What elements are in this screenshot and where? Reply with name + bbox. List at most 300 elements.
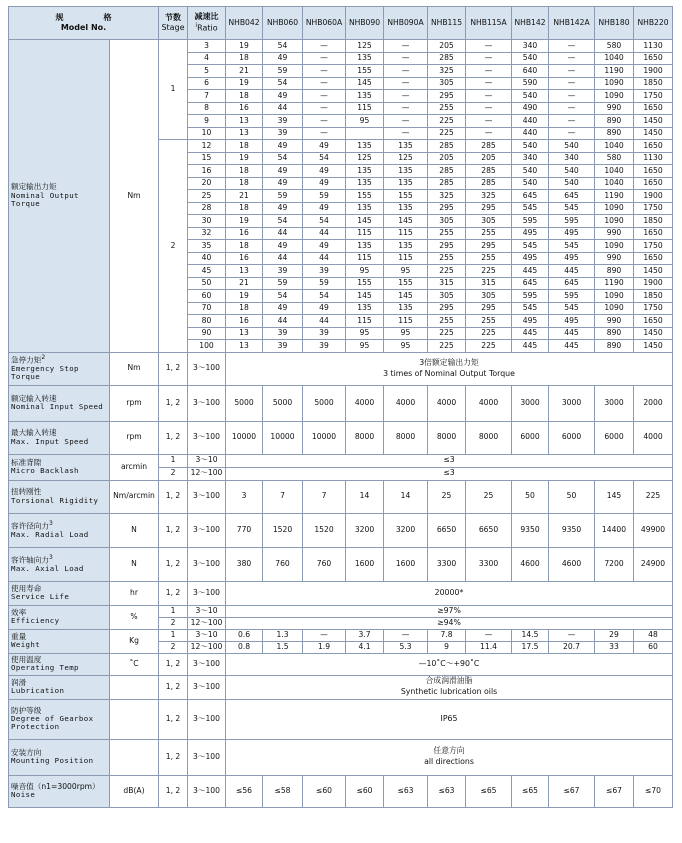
max_speed-value: 10000 — [303, 421, 346, 454]
torque-value: — — [466, 52, 512, 65]
nominal_speed-label — [9, 385, 110, 421]
rigidity-value: 14 — [346, 480, 384, 513]
torque-value: — — [549, 102, 595, 115]
torque-value: 54 — [303, 152, 346, 165]
torque-value: 155 — [346, 65, 384, 78]
torque-value: 135 — [346, 177, 384, 190]
torque-value: 18 — [226, 165, 263, 178]
torque-value: 1650 — [634, 102, 673, 115]
noise-value: ≤65 — [512, 775, 549, 807]
protection-label — [9, 699, 110, 739]
torque-value: 255 — [466, 227, 512, 240]
torque-value: 135 — [384, 177, 428, 190]
ratio-cell: 6 — [188, 77, 226, 90]
torque-value: 890 — [595, 265, 634, 278]
weight-value: 17.5 — [512, 641, 549, 653]
max_speed-value: 8000 — [384, 421, 428, 454]
torque-value: 39 — [263, 327, 303, 340]
torque-value: 1900 — [634, 65, 673, 78]
torque-value: 225 — [428, 127, 466, 140]
ratio-cell: 3～10 — [188, 629, 226, 641]
stage-cell: 1, 2 — [159, 775, 188, 807]
rigidity-value: 50 — [549, 480, 595, 513]
weight-label-zh: 重量 — [11, 631, 27, 641]
torque-value: 135 — [346, 90, 384, 103]
torque-value: 44 — [263, 315, 303, 328]
nominal_speed-value: 4000 — [384, 385, 428, 421]
stage-cell: 1 — [159, 40, 188, 140]
stage-cell: 1, 2 — [159, 513, 188, 547]
torque-value: — — [466, 77, 512, 90]
torque-value: 19 — [226, 290, 263, 303]
torque-value: 225 — [428, 115, 466, 128]
emergency-value-merged_en: 3 times of Nominal Output Torque — [383, 368, 515, 378]
torque-value: 1190 — [595, 65, 634, 78]
stage-cell: 1, 2 — [159, 421, 188, 454]
torque-value: 1090 — [595, 90, 634, 103]
torque-value: 285 — [428, 165, 466, 178]
torque-value: 305 — [466, 215, 512, 228]
weight-label-en: Weight — [11, 640, 41, 650]
torque-value: 990 — [595, 102, 634, 115]
torque-value: 225 — [466, 327, 512, 340]
ratio-cell: 3～10 — [188, 605, 226, 617]
torque-value: 255 — [466, 315, 512, 328]
mounting-row — [9, 739, 673, 775]
torque-value: 495 — [549, 252, 595, 265]
torque-value: 1650 — [634, 227, 673, 240]
ratio-cell: 3 — [188, 40, 226, 53]
torque-value: — — [303, 127, 346, 140]
torque-value: 440 — [512, 127, 549, 140]
torque-value: 890 — [595, 327, 634, 340]
nominal_speed-label-zh: 额定输入转速 — [11, 393, 57, 403]
torque-value: 295 — [428, 202, 466, 215]
torque-value: 49 — [303, 302, 346, 315]
ratio-cell: 12 — [188, 140, 226, 153]
torque-value: 16 — [226, 315, 263, 328]
torque-value: 255 — [428, 252, 466, 265]
torque-value: — — [384, 90, 428, 103]
torque-value: 440 — [512, 115, 549, 128]
torque-value: 44 — [263, 252, 303, 265]
rigidity-row — [9, 480, 673, 513]
torque-value: 95 — [384, 327, 428, 340]
torque-value: 49 — [263, 165, 303, 178]
noise-value: ≤63 — [428, 775, 466, 807]
torque-value: 590 — [512, 77, 549, 90]
axial-value: 4600 — [549, 547, 595, 581]
ratio-cell: 3～100 — [188, 352, 226, 385]
torque-value: 135 — [346, 202, 384, 215]
axial-value: 7200 — [595, 547, 634, 581]
ratio-cell: 3～100 — [188, 547, 226, 581]
ratio-cell: 3～100 — [188, 775, 226, 807]
torque-value: 13 — [226, 265, 263, 278]
emergency-value-merged_zh: 3倍额定输出力矩 — [419, 357, 479, 367]
noise-value: ≤67 — [595, 775, 634, 807]
torque-value: 44 — [303, 227, 346, 240]
max_speed-value: 8000 — [466, 421, 512, 454]
torque-unit: Nm — [110, 40, 159, 353]
torque-value: 44 — [263, 227, 303, 240]
torque-value: 495 — [512, 227, 549, 240]
torque-value: 44 — [263, 102, 303, 115]
torque-value: 16 — [226, 102, 263, 115]
axial-row — [9, 547, 673, 581]
torque-value: 445 — [512, 265, 549, 278]
torque-value: 145 — [384, 290, 428, 303]
torque-value: 445 — [512, 340, 549, 353]
max_speed-value: 6000 — [595, 421, 634, 454]
torque-value: 18 — [226, 202, 263, 215]
torque-value: 19 — [226, 215, 263, 228]
lubrication-label — [9, 675, 110, 699]
torque-value: — — [384, 115, 428, 128]
torque-value: 595 — [512, 290, 549, 303]
protection-label-zh: 防护等级 — [11, 705, 42, 715]
torque-value: 95 — [384, 340, 428, 353]
torque-value: 1750 — [634, 90, 673, 103]
torque-value: 19 — [226, 40, 263, 53]
torque-value: 59 — [263, 65, 303, 78]
torque-value: 645 — [549, 190, 595, 203]
torque-value: 18 — [226, 240, 263, 253]
ratio-cell: 25 — [188, 190, 226, 203]
torque-value: 1090 — [595, 240, 634, 253]
torque-value: 135 — [346, 140, 384, 153]
torque-value: — — [549, 127, 595, 140]
torque-value: 59 — [303, 277, 346, 290]
torque-value: 95 — [384, 265, 428, 278]
torque-value: 285 — [428, 52, 466, 65]
model-header: NHB180 — [595, 7, 634, 40]
backlash-value: ≤3 — [226, 454, 673, 467]
stage-cell: 2 — [159, 641, 188, 653]
axial-label-en: Max. Axial Load — [11, 563, 84, 573]
torque-value: — — [303, 77, 346, 90]
stage-cell: 1, 2 — [159, 581, 188, 605]
torque-value: 135 — [346, 165, 384, 178]
nominal_speed-row — [9, 385, 673, 421]
torque-value: 49 — [303, 140, 346, 153]
emergency-row — [9, 352, 673, 385]
torque-value: 495 — [549, 227, 595, 240]
mounting-label — [9, 739, 110, 775]
radial-label-en: Max. Radial Load — [11, 529, 89, 539]
stage-cell: 2 — [159, 467, 188, 480]
torque-value: 325 — [466, 190, 512, 203]
torque-value: — — [384, 40, 428, 53]
torque-value: 155 — [346, 190, 384, 203]
torque-value: — — [384, 77, 428, 90]
torque-value: 645 — [512, 190, 549, 203]
rigidity-label-zh: 扭转刚性 — [11, 487, 42, 497]
weight-value: 1.9 — [303, 641, 346, 653]
weight-row — [9, 629, 673, 641]
lubrication-value-merged_zh: 合成润滑油脂 — [425, 676, 473, 686]
torque-value: 54 — [263, 290, 303, 303]
torque-value: 49 — [303, 202, 346, 215]
torque-value: 145 — [346, 215, 384, 228]
torque-value: 115 — [346, 252, 384, 265]
ratio-header-en: Ratio — [197, 23, 218, 33]
spec-header-zh: 规 格 — [55, 12, 112, 22]
backlash-row — [9, 454, 673, 467]
weight-value: 3.7 — [346, 629, 384, 641]
spec-table — [8, 6, 673, 808]
temperature-unit: ˚C — [110, 653, 159, 675]
torque-value: 990 — [595, 315, 634, 328]
radial-value: 9350 — [549, 513, 595, 547]
torque-value: 95 — [346, 327, 384, 340]
noise-value: ≤60 — [346, 775, 384, 807]
stage-cell: 2 — [159, 617, 188, 629]
stage-cell: 1, 2 — [159, 385, 188, 421]
emergency-label-en: Emergency Stop Torque — [11, 364, 79, 382]
torque-value: 295 — [466, 302, 512, 315]
torque-value: 645 — [512, 277, 549, 290]
rigidity-value: 7 — [303, 480, 346, 513]
efficiency-label-zh: 效率 — [11, 607, 27, 617]
axial-label — [9, 547, 110, 581]
weight-value: — — [303, 629, 346, 641]
torque-value: 285 — [466, 140, 512, 153]
torque-value: 445 — [549, 265, 595, 278]
torque-value: 1900 — [634, 277, 673, 290]
ratio-cell: 3～100 — [188, 480, 226, 513]
torque-label-en: Nominal Output Torque — [11, 190, 79, 208]
lubrication-label-en: Lubrication — [11, 686, 65, 696]
torque-value: 115 — [346, 227, 384, 240]
torque-value: 115 — [384, 252, 428, 265]
axial-value: 760 — [263, 547, 303, 581]
torque-value: 295 — [466, 240, 512, 253]
stage-cell: 2 — [159, 140, 188, 353]
torque-value: 545 — [549, 302, 595, 315]
temperature-value-merged: —10˚C～+90˚C — [418, 658, 480, 668]
torque-value: 645 — [549, 277, 595, 290]
ratio-cell: 15 — [188, 152, 226, 165]
life-row — [9, 581, 673, 605]
torque-value: 1650 — [634, 52, 673, 65]
nominal_speed-value: 5000 — [263, 385, 303, 421]
ratio-cell: 45 — [188, 265, 226, 278]
torque-value: 1850 — [634, 77, 673, 90]
emergency-value — [226, 352, 673, 385]
weight-value: 1.5 — [263, 641, 303, 653]
radial-value: 6650 — [466, 513, 512, 547]
torque-value: 49 — [303, 240, 346, 253]
torque-value: 595 — [549, 215, 595, 228]
header-row — [9, 7, 673, 40]
efficiency-row — [9, 605, 673, 617]
torque-value: 18 — [226, 177, 263, 190]
max_speed-label-en: Max. Input Speed — [11, 436, 89, 446]
radial-value: 9350 — [512, 513, 549, 547]
ratio-cell: 90 — [188, 327, 226, 340]
torque-value: 540 — [549, 177, 595, 190]
torque-value: 1130 — [634, 152, 673, 165]
weight-value: 11.4 — [466, 641, 512, 653]
ratio-cell: 3～100 — [188, 385, 226, 421]
torque-value: — — [303, 115, 346, 128]
lubrication-row — [9, 675, 673, 699]
torque-value: 1450 — [634, 265, 673, 278]
torque-value: 54 — [303, 215, 346, 228]
torque-value: 315 — [466, 277, 512, 290]
torque-value: 49 — [263, 52, 303, 65]
torque-value: 225 — [428, 340, 466, 353]
rigidity-unit: Nm/arcmin — [110, 480, 159, 513]
torque-value: 1650 — [634, 252, 673, 265]
max_speed-value: 4000 — [634, 421, 673, 454]
rigidity-label — [9, 480, 110, 513]
rigidity-value: 25 — [428, 480, 466, 513]
torque-value: 340 — [512, 152, 549, 165]
efficiency-label-en: Efficiency — [11, 616, 60, 626]
life-unit: hr — [110, 581, 159, 605]
noise-unit: dB(A) — [110, 775, 159, 807]
torque-value: — — [549, 65, 595, 78]
noise-value: ≤63 — [384, 775, 428, 807]
ratio-cell: 80 — [188, 315, 226, 328]
torque-value: 39 — [263, 340, 303, 353]
torque-row — [9, 40, 673, 53]
torque-value: 315 — [428, 277, 466, 290]
torque-value: 18 — [226, 140, 263, 153]
torque-value: 285 — [466, 165, 512, 178]
torque-value: 95 — [346, 340, 384, 353]
torque-value: 39 — [263, 115, 303, 128]
model-header: NHB142A — [549, 7, 595, 40]
torque-value: 59 — [263, 190, 303, 203]
ratio-cell: 7 — [188, 90, 226, 103]
model-header: NHB115 — [428, 7, 466, 40]
axial-label-sup: 3 — [48, 553, 53, 561]
torque-value: 135 — [346, 52, 384, 65]
torque-value: 39 — [303, 265, 346, 278]
radial-row — [9, 513, 673, 547]
mounting-value-merged_en: all directions — [424, 757, 474, 766]
torque-value: 495 — [549, 315, 595, 328]
torque-value: 135 — [384, 140, 428, 153]
torque-value: 1450 — [634, 340, 673, 353]
torque-value: — — [549, 52, 595, 65]
nominal_speed-unit: rpm — [110, 385, 159, 421]
ratio-cell: 3～100 — [188, 513, 226, 547]
ratio-header-zh: 减速比 — [194, 11, 219, 21]
torque-value: — — [466, 102, 512, 115]
protection-label-en: Degree of Gearbox Protection — [11, 714, 94, 732]
life-value-merged: 20000* — [434, 587, 464, 597]
torque-value: — — [549, 40, 595, 53]
torque-value: — — [549, 115, 595, 128]
ratio-cell: 12～100 — [188, 617, 226, 629]
ratio-cell: 28 — [188, 202, 226, 215]
torque-value: — — [303, 90, 346, 103]
torque-value: 18 — [226, 90, 263, 103]
emergency-label-sup: 2 — [41, 354, 46, 362]
backlash-unit: arcmin — [110, 454, 159, 480]
ratio-cell: 60 — [188, 290, 226, 303]
stage-cell: 1 — [159, 629, 188, 641]
model-header: NHB142 — [512, 7, 549, 40]
max_speed-row — [9, 421, 673, 454]
torque-value: 1450 — [634, 327, 673, 340]
nominal_speed-value: 3000 — [595, 385, 634, 421]
torque-value: 1040 — [595, 52, 634, 65]
torque-value: 990 — [595, 227, 634, 240]
axial-value: 760 — [303, 547, 346, 581]
ratio-header-sup: i — [195, 22, 198, 30]
torque-value: 1850 — [634, 290, 673, 303]
lubrication-value — [226, 675, 673, 699]
ratio-cell: 35 — [188, 240, 226, 253]
life-label-zh: 使用寿命 — [11, 583, 42, 593]
torque-value: 1130 — [634, 40, 673, 53]
stage-header — [159, 7, 188, 40]
lubrication-unit — [110, 675, 159, 699]
backlash-label — [9, 454, 110, 480]
torque-value: 54 — [303, 290, 346, 303]
torque-value: 16 — [226, 227, 263, 240]
ratio-cell: 5 — [188, 65, 226, 78]
ratio-cell: 9 — [188, 115, 226, 128]
torque-value: 49 — [303, 177, 346, 190]
max_speed-value: 6000 — [512, 421, 549, 454]
torque-value: 145 — [384, 215, 428, 228]
noise-row — [9, 775, 673, 807]
torque-value: 135 — [346, 240, 384, 253]
weight-value: — — [466, 629, 512, 641]
torque-value: 225 — [428, 327, 466, 340]
model-header: NHB042 — [226, 7, 263, 40]
torque-value: 49 — [263, 140, 303, 153]
torque-value: 39 — [303, 327, 346, 340]
torque-value: 13 — [226, 340, 263, 353]
torque-value: — — [303, 65, 346, 78]
torque-value: 18 — [226, 52, 263, 65]
axial-value: 1600 — [346, 547, 384, 581]
torque-label — [9, 40, 110, 353]
torque-value: 490 — [512, 102, 549, 115]
weight-value: 20.7 — [549, 641, 595, 653]
spec-header — [9, 7, 159, 40]
ratio-cell: 3～100 — [188, 675, 226, 699]
torque-value: — — [549, 90, 595, 103]
torque-value: 1850 — [634, 215, 673, 228]
radial-value: 770 — [226, 513, 263, 547]
model-header: NHB090A — [384, 7, 428, 40]
backlash-label-zh: 标准背隙 — [11, 457, 42, 467]
axial-value: 1600 — [384, 547, 428, 581]
backlash-label-en: Micro Backlash — [11, 466, 79, 476]
stage-cell: 1, 2 — [159, 547, 188, 581]
weight-value: 5.3 — [384, 641, 428, 653]
torque-value: 545 — [549, 202, 595, 215]
torque-value: 285 — [466, 177, 512, 190]
torque-value: 49 — [263, 240, 303, 253]
mounting-label-en: Mounting Position — [11, 756, 94, 766]
ratio-cell: 70 — [188, 302, 226, 315]
ratio-cell: 12～100 — [188, 641, 226, 653]
lubrication-value-merged_en: Synthetic lubrication oils — [400, 687, 498, 696]
axial-unit: N — [110, 547, 159, 581]
torque-value: 1650 — [634, 165, 673, 178]
ratio-cell: 3～10 — [188, 454, 226, 467]
torque-value — [346, 127, 384, 140]
